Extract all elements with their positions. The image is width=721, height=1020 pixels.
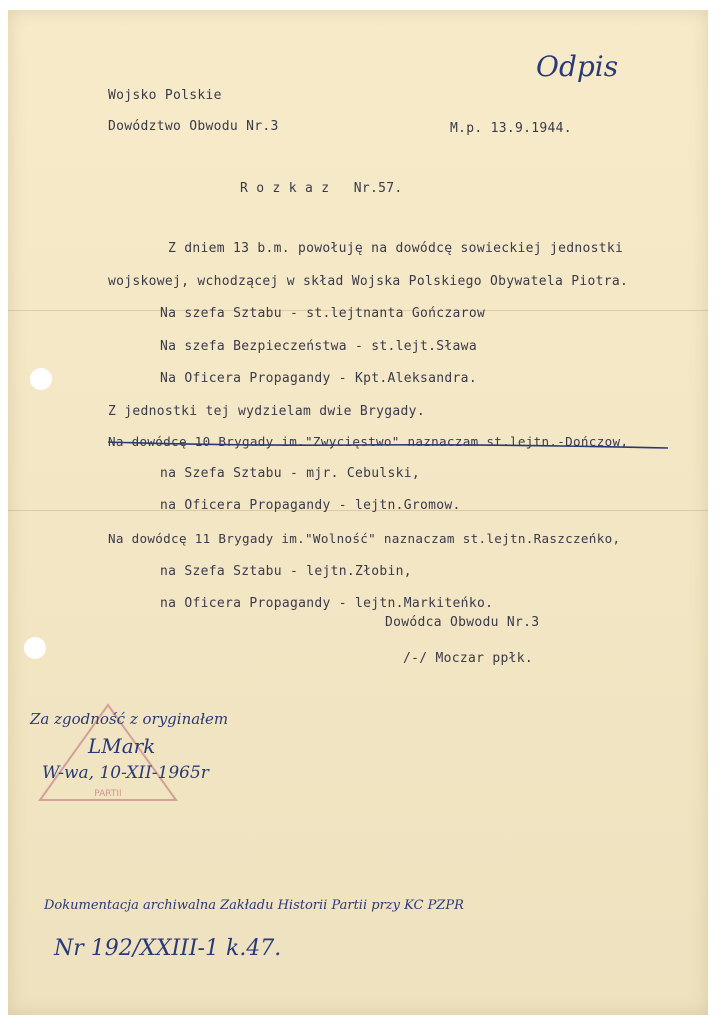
- org-line-2: Dowództwo Obwodu Nr.3: [108, 119, 279, 134]
- punch-hole: [30, 368, 52, 390]
- punch-hole: [24, 637, 46, 659]
- document-page: [8, 10, 708, 1015]
- reference-handwritten: Nr 192/XXIII-1 k.47.: [54, 936, 282, 961]
- handwritten-underline: [108, 438, 668, 452]
- org-line-1: Wojsko Polskie: [108, 88, 222, 103]
- signature-name: /-/ Moczar ppłk.: [403, 651, 534, 666]
- place-date: M.p. 13.9.1944.: [450, 121, 572, 136]
- order-line: Z dniem 13 b.m. powołuję na dowódcę sowieckiej jednostki: [168, 241, 624, 256]
- order-line: Na dowódcę 11 Brygady im."Wolność" naznaczam st.lejtn.Raszczeńko,: [108, 531, 621, 546]
- order-line: Na Oficera Propagandy - Kpt.Aleksandra.: [160, 371, 477, 386]
- signature-handwritten: LMark: [88, 734, 156, 758]
- order-line: na Oficera Propagandy - lejtn.Markiteńko.: [160, 596, 494, 611]
- order-title: R o z k a z Nr.57.: [240, 181, 403, 196]
- signature-title: Dowódca Obwodu Nr.3: [385, 615, 540, 630]
- copy-mark-handwritten: Odpis: [536, 50, 619, 83]
- order-line: na Szefa Sztabu - mjr. Cebulski,: [160, 466, 421, 481]
- order-line: wojskowej, wchodzącej w skład Wojska Polskiego Obywatela Piotra.: [108, 274, 629, 289]
- stamp-text: PARTII: [94, 789, 122, 799]
- order-line: na Oficera Propagandy - lejtn.Gromow.: [160, 498, 461, 513]
- date-handwritten: W-wa, 10-XII-1965r: [42, 763, 209, 783]
- order-line: na Szefa Sztabu - lejtn.Złobin,: [160, 564, 412, 579]
- certification-handwritten: Za zgodność z oryginałem: [30, 710, 229, 728]
- archive-note-handwritten: Dokumentacja archiwalna Zakładu Historii Partii przy KC PZPR: [44, 898, 464, 913]
- order-line: Na szefa Bezpieczeństwa - st.lejt.Sława: [160, 339, 477, 354]
- order-line-underlined: Na dowódcę 10 Brygady im."Zwycięstwo" naznaczam st.lejtn.-Dończow,: [108, 434, 629, 449]
- order-line: Z jednostki tej wydzielam dwie Brygady.: [108, 404, 425, 419]
- order-line: Na szefa Sztabu - st.lejtnanta Gończarow: [160, 306, 486, 321]
